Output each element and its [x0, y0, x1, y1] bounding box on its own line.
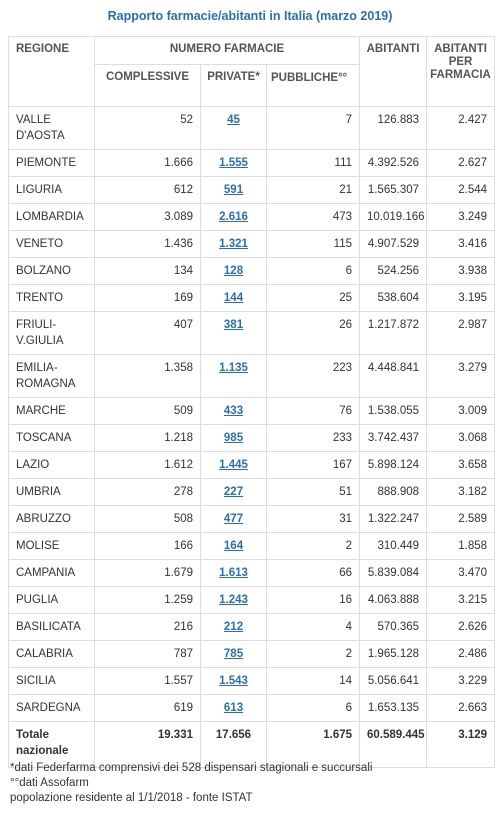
regione-line1: TOSCANA	[16, 432, 72, 444]
cell-abitanti: 1.565.307	[360, 177, 427, 204]
total-abitanti: 60.589.445	[360, 722, 427, 768]
regione-line2: V.GIULIA	[16, 335, 64, 347]
table-row	[9, 398, 495, 425]
cell-abitanti: 1.538.055	[360, 398, 427, 425]
total-private: 17.656	[201, 722, 267, 768]
cell-abitanti: 570.365	[360, 614, 427, 641]
cell-complessive: 619	[95, 695, 201, 722]
table-row	[9, 355, 495, 398]
cell-abitanti: 538.604	[360, 285, 427, 312]
regione-line1: SARDEGNA	[16, 702, 81, 714]
cell-abitanti: 126.883	[360, 107, 427, 150]
footnote-federfarma: *dati Federfarma comprensivi dei 528 dispensari stagionali e succursali	[10, 762, 373, 774]
header-numero-farmacie: NUMERO FARMACIE	[95, 37, 360, 65]
cell-regione	[9, 668, 95, 695]
table-row	[9, 479, 495, 506]
cell-regione	[9, 506, 95, 533]
total-complessive: 19.331	[95, 722, 201, 768]
cell-abitanti: 524.256	[360, 258, 427, 285]
cell-per-farmacia: 2.626	[427, 614, 495, 641]
cell-regione	[9, 614, 95, 641]
cell-private-link[interactable]: 477	[201, 506, 267, 533]
cell-per-farmacia: 2.427	[427, 107, 495, 150]
cell-abitanti: 4.392.526	[360, 150, 427, 177]
cell-per-farmacia: 3.182	[427, 479, 495, 506]
regione-line1: LIGURIA	[16, 184, 63, 196]
cell-per-farmacia: 2.663	[427, 695, 495, 722]
cell-abitanti: 310.449	[360, 533, 427, 560]
regione-line1: CAMPANIA	[16, 567, 76, 579]
regione-line2: D'AOSTA	[16, 130, 65, 142]
cell-pubbliche: 223	[267, 355, 360, 398]
table-row	[9, 285, 495, 312]
table-row	[9, 641, 495, 668]
cell-abitanti: 5.898.124	[360, 452, 427, 479]
cell-complessive: 612	[95, 177, 201, 204]
cell-complessive: 1.557	[95, 668, 201, 695]
cell-private-link[interactable]: 613	[201, 695, 267, 722]
cell-pubbliche: 4	[267, 614, 360, 641]
cell-per-farmacia: 3.470	[427, 560, 495, 587]
cell-pubbliche: 26	[267, 312, 360, 355]
total-pubbliche: 1.675	[267, 722, 360, 768]
footnote-istat: popolazione residente al 1/1/2018 - fonte ISTAT	[10, 792, 253, 804]
regione-line1: LAZIO	[16, 459, 50, 471]
cell-pubbliche: 115	[267, 231, 360, 258]
cell-per-farmacia: 3.658	[427, 452, 495, 479]
table-row	[9, 204, 495, 231]
cell-complessive: 407	[95, 312, 201, 355]
cell-private-link[interactable]: 1.135	[201, 355, 267, 398]
cell-regione	[9, 285, 95, 312]
cell-private-link[interactable]: 1.543	[201, 668, 267, 695]
regione-line1: TRENTO	[16, 292, 64, 304]
table-row	[9, 695, 495, 722]
cell-regione	[9, 258, 95, 285]
cell-per-farmacia: 1.858	[427, 533, 495, 560]
header-private: PRIVATE*	[201, 65, 267, 107]
cell-regione	[9, 204, 95, 231]
regione-line1: PUGLIA	[16, 594, 59, 606]
regione-line1: PIEMONTE	[16, 157, 77, 169]
cell-per-farmacia: 3.195	[427, 285, 495, 312]
cell-complessive: 1.436	[95, 231, 201, 258]
cell-private-link[interactable]: 212	[201, 614, 267, 641]
cell-per-farmacia: 3.229	[427, 668, 495, 695]
table-row	[9, 258, 495, 285]
regione-line1: UMBRIA	[16, 486, 61, 498]
cell-pubbliche: 473	[267, 204, 360, 231]
cell-private-link[interactable]: 985	[201, 425, 267, 452]
cell-abitanti: 5.056.641	[360, 668, 427, 695]
cell-private-link[interactable]: 45	[201, 107, 267, 150]
table-row	[9, 533, 495, 560]
table-row	[9, 150, 495, 177]
cell-pubbliche: 31	[267, 506, 360, 533]
regione-line1: VALLE	[16, 114, 51, 126]
table-row	[9, 425, 495, 452]
cell-regione	[9, 312, 95, 355]
cell-pubbliche: 7	[267, 107, 360, 150]
cell-private-link[interactable]: 144	[201, 285, 267, 312]
cell-abitanti: 1.217.872	[360, 312, 427, 355]
header-apf-line2: PER	[448, 56, 473, 68]
table-row	[9, 312, 495, 355]
footnote-assofarm: °°dati Assofarm	[10, 777, 89, 789]
cell-private-link[interactable]: 433	[201, 398, 267, 425]
cell-private-link[interactable]: 2.616	[201, 204, 267, 231]
cell-private-link[interactable]: 381	[201, 312, 267, 355]
table-row	[9, 587, 495, 614]
cell-private-link[interactable]: 785	[201, 641, 267, 668]
cell-pubbliche: 2	[267, 641, 360, 668]
cell-regione	[9, 231, 95, 258]
pharmacy-table	[8, 36, 495, 768]
page-title: Rapporto farmacie/abitanti in Italia (marzo 2019)	[107, 9, 393, 23]
table-body	[9, 107, 495, 768]
table-row	[9, 177, 495, 204]
cell-per-farmacia: 2.486	[427, 641, 495, 668]
cell-private-link[interactable]: 164	[201, 533, 267, 560]
cell-per-farmacia: 3.938	[427, 258, 495, 285]
header-regione: REGIONE	[9, 37, 95, 107]
cell-regione	[9, 587, 95, 614]
regione-line1: FRIULI-	[16, 319, 57, 331]
cell-per-farmacia: 3.068	[427, 425, 495, 452]
cell-regione	[9, 107, 95, 150]
cell-complessive: 166	[95, 533, 201, 560]
cell-private-link[interactable]: 227	[201, 479, 267, 506]
cell-regione	[9, 398, 95, 425]
cell-complessive: 52	[95, 107, 201, 150]
cell-pubbliche: 21	[267, 177, 360, 204]
cell-pubbliche: 51	[267, 479, 360, 506]
regione-line1: BASILICATA	[16, 621, 81, 633]
cell-complessive: 1.666	[95, 150, 201, 177]
cell-per-farmacia: 2.627	[427, 150, 495, 177]
cell-pubbliche: 2	[267, 533, 360, 560]
cell-per-farmacia: 2.589	[427, 506, 495, 533]
cell-private-link[interactable]: 591	[201, 177, 267, 204]
footnotes	[10, 761, 372, 806]
cell-pubbliche: 66	[267, 560, 360, 587]
cell-complessive: 1.612	[95, 452, 201, 479]
cell-pubbliche: 111	[267, 150, 360, 177]
cell-abitanti: 4.907.529	[360, 231, 427, 258]
cell-private-link[interactable]: 1.555	[201, 150, 267, 177]
cell-pubbliche: 14	[267, 668, 360, 695]
cell-regione	[9, 695, 95, 722]
cell-regione	[9, 641, 95, 668]
cell-complessive: 508	[95, 506, 201, 533]
cell-regione	[9, 479, 95, 506]
cell-complessive: 216	[95, 614, 201, 641]
table-row	[9, 231, 495, 258]
cell-complessive: 1.358	[95, 355, 201, 398]
cell-pubbliche: 167	[267, 452, 360, 479]
cell-abitanti: 1.322.247	[360, 506, 427, 533]
cell-pubbliche: 6	[267, 258, 360, 285]
regione-line1: CALABRIA	[16, 648, 73, 660]
total-label-line2: nazionale	[16, 745, 69, 757]
cell-per-farmacia: 3.279	[427, 355, 495, 398]
regione-line1: MARCHE	[16, 405, 66, 417]
cell-private-link[interactable]: 1.613	[201, 560, 267, 587]
cell-pubbliche: 25	[267, 285, 360, 312]
cell-regione	[9, 150, 95, 177]
cell-private-link[interactable]: 1.321	[201, 231, 267, 258]
cell-complessive: 787	[95, 641, 201, 668]
cell-private-link[interactable]: 128	[201, 258, 267, 285]
regione-line1: ABRUZZO	[16, 513, 71, 525]
header-abitanti: ABITANTI	[360, 37, 427, 107]
cell-abitanti: 5.839.084	[360, 560, 427, 587]
table-row	[9, 452, 495, 479]
cell-regione	[9, 355, 95, 398]
cell-per-farmacia: 2.544	[427, 177, 495, 204]
table-row	[9, 560, 495, 587]
cell-per-farmacia: 3.249	[427, 204, 495, 231]
regione-line1: LOMBARDIA	[16, 211, 84, 223]
table-row	[9, 614, 495, 641]
header-apf-line3: FARMACIA	[430, 69, 491, 81]
cell-per-farmacia: 2.987	[427, 312, 495, 355]
cell-complessive: 169	[95, 285, 201, 312]
header-abitanti-per-farmacia	[427, 37, 495, 107]
regione-line1: VENETO	[16, 238, 64, 250]
cell-private-link[interactable]: 1.445	[201, 452, 267, 479]
total-label-line1: Totale	[16, 729, 50, 741]
cell-per-farmacia: 3.009	[427, 398, 495, 425]
cell-per-farmacia: 3.416	[427, 231, 495, 258]
cell-abitanti: 1.965.128	[360, 641, 427, 668]
cell-abitanti: 3.742.437	[360, 425, 427, 452]
header-pubbliche: PUBBLICHE°°	[267, 65, 360, 107]
regione-line1: BOLZANO	[16, 265, 71, 277]
cell-regione	[9, 177, 95, 204]
table-row	[9, 668, 495, 695]
regione-line1: SICILIA	[16, 675, 56, 687]
cell-complessive: 134	[95, 258, 201, 285]
cell-private-link[interactable]: 1.243	[201, 587, 267, 614]
header-apf-line1: ABITANTI	[434, 43, 487, 55]
cell-pubbliche: 16	[267, 587, 360, 614]
cell-pubbliche: 76	[267, 398, 360, 425]
cell-abitanti: 4.063.888	[360, 587, 427, 614]
cell-complessive: 1.679	[95, 560, 201, 587]
cell-abitanti: 4.448.841	[360, 355, 427, 398]
regione-line2: ROMAGNA	[16, 378, 76, 390]
cell-regione	[9, 425, 95, 452]
cell-complessive: 3.089	[95, 204, 201, 231]
total-per-farmacia: 3.129	[427, 722, 495, 768]
cell-abitanti: 888.908	[360, 479, 427, 506]
cell-abitanti: 1.653.135	[360, 695, 427, 722]
cell-complessive: 1.218	[95, 425, 201, 452]
cell-regione	[9, 533, 95, 560]
cell-pubbliche: 6	[267, 695, 360, 722]
table-row	[9, 506, 495, 533]
cell-complessive: 1.259	[95, 587, 201, 614]
regione-line1: MOLISE	[16, 540, 60, 552]
cell-complessive: 509	[95, 398, 201, 425]
header-complessive: COMPLESSIVE	[95, 65, 201, 107]
cell-regione	[9, 560, 95, 587]
cell-pubbliche: 233	[267, 425, 360, 452]
cell-complessive: 278	[95, 479, 201, 506]
table-row	[9, 107, 495, 150]
cell-regione	[9, 452, 95, 479]
cell-per-farmacia: 3.215	[427, 587, 495, 614]
cell-abitanti: 10.019.166	[360, 204, 427, 231]
regione-line1: EMILIA-	[16, 362, 58, 374]
